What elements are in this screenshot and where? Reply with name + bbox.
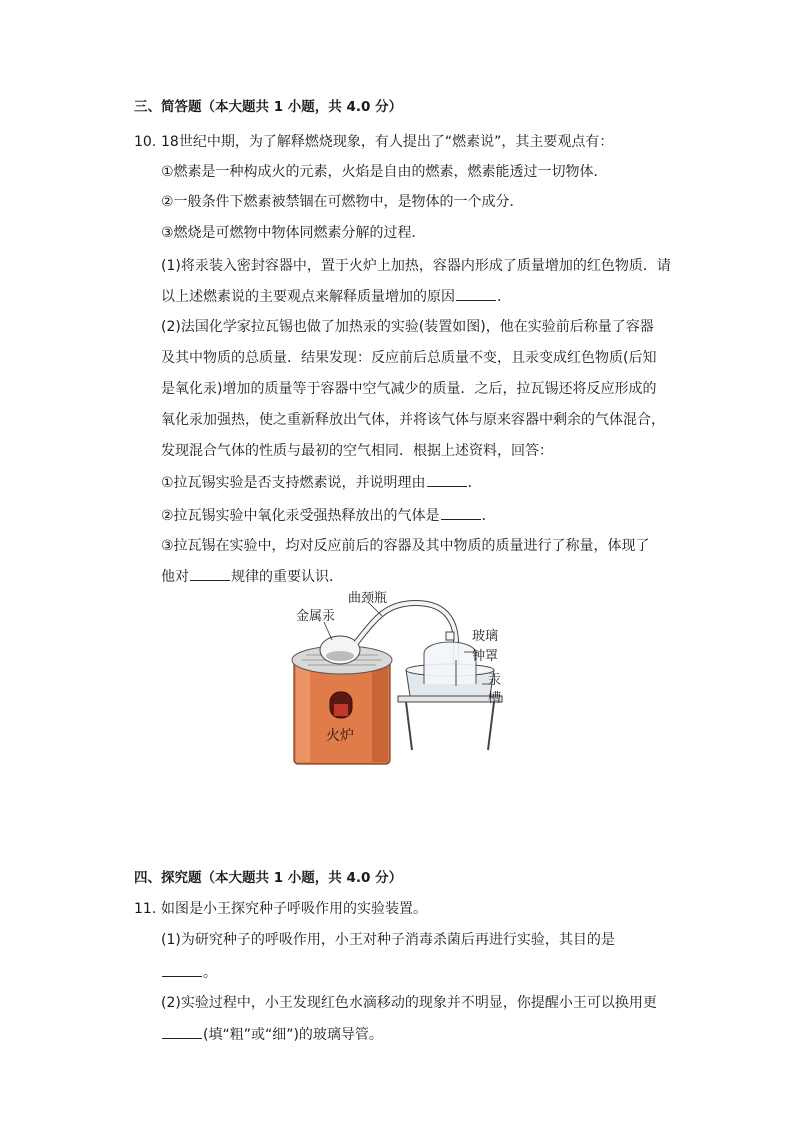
label-furnace: 火炉	[326, 728, 354, 744]
answer-item-1-text: ①拉瓦锡实验是否支持燃素说，并说明理由	[161, 475, 426, 491]
label-metal-mercury: 金属汞	[296, 609, 336, 624]
subquestion-1-end: 。	[203, 965, 217, 981]
period: ．	[497, 289, 511, 305]
subquestion-2-line-2: 及其中物质的总质量．结果发现：反应前后总质量不变，且汞变成红色物质(后知	[161, 350, 657, 366]
period: ．	[481, 508, 496, 524]
subquestion-2-line-2	[161, 1024, 383, 1045]
label-trough: 槽	[488, 691, 502, 706]
question-intro: 18世纪中期，为了解释燃烧现象，有人提出了“燃素说”，其主要观点有：	[161, 134, 614, 150]
answer-item-3-prefix: 他对	[161, 569, 189, 585]
subquestion-1-line-1: (1)为研究种子的呼吸作用，小王对种子消毒杀菌后再进行实验，其目的是	[161, 932, 615, 948]
period: ．	[467, 475, 482, 491]
answer-blank[interactable]	[162, 962, 202, 977]
viewpoint-1: ①燃素是一种构成火的元素，火焰是自由的燃素，燃素能透过一切物体．	[161, 164, 608, 180]
viewpoint-3: ③燃烧是可燃物中物体同燃素分解的过程．	[161, 225, 426, 241]
lavoisier-apparatus-figure	[286, 588, 516, 768]
answer-item-1	[161, 472, 482, 493]
subquestion-2-end: (填“粗”或“细”)的玻璃导管。	[203, 1027, 383, 1043]
subquestion-2-line-1: (2)法国化学家拉瓦锡也做了加热汞的实验(装置如图)，他在实验前后称量了容器	[161, 319, 654, 335]
answer-item-2-text: ②拉瓦锡实验中氧化汞受强热释放出的气体是	[161, 508, 440, 524]
question-number: 11.	[134, 901, 157, 917]
answer-blank[interactable]	[427, 472, 467, 487]
question-number: 10.	[134, 134, 157, 150]
label-bell-jar: 钟罩	[472, 649, 499, 664]
label-glass: 玻璃	[472, 629, 499, 644]
table	[398, 696, 502, 702]
answer-item-3-line-1: ③拉瓦锡在实验中，均对反应前后的容器及其中物质的质量进行了称量，体现了	[161, 538, 650, 554]
viewpoint-2: ②一般条件下燃素被禁锢在可燃物中，是物体的一个成分．	[161, 194, 524, 210]
section-heading-4: 四、探究题（本大题共 1 小题，共 4.0 分）	[134, 870, 403, 886]
subquestion-2-line-1: (2)实验过程中，小王发现红色水滴移动的现象并不明显，你提醒小王可以换用更	[161, 995, 657, 1011]
subquestion-1-line-2	[161, 962, 217, 983]
subquestion-2-line-4: 氧化汞加强热，使之重新释放出气体，并将该气体与原来容器中剩余的气体混合，	[161, 412, 665, 428]
section-heading-3: 三、简答题（本大题共 1 小题，共 4.0 分）	[134, 99, 403, 115]
subquestion-1-text: 以上述燃素说的主要观点来解释质量增加的原因	[161, 289, 455, 305]
subquestion-2-line-3: 是氧化汞)增加的质量等于容器中空气减少的质量．之后，拉瓦锡还将反应形成的	[161, 381, 657, 397]
label-retort: 曲颈瓶	[348, 591, 388, 606]
subquestion-1-line-1: (1)将汞装入密封容器中，置于火炉上加热，容器内形成了质量增加的红色物质．请	[161, 258, 671, 274]
glass-bell-jar	[424, 642, 476, 684]
label-mercury: 汞	[488, 673, 502, 688]
subquestion-2-line-5: 发现混合气体的性质与最初的空气相同．根据上述资料，回答：	[161, 443, 553, 459]
answer-item-2	[161, 505, 496, 526]
answer-blank[interactable]	[162, 1024, 202, 1039]
question-intro: 如图是小王探究种子呼吸作用的实验装置。	[161, 901, 427, 917]
answer-item-3-suffix: 规律的重要认识．	[231, 569, 343, 585]
subquestion-1-line-2	[161, 286, 511, 307]
answer-blank[interactable]	[190, 566, 230, 581]
answer-blank[interactable]	[456, 286, 496, 301]
answer-item-3-line-2	[161, 566, 343, 587]
answer-blank[interactable]	[441, 505, 481, 520]
